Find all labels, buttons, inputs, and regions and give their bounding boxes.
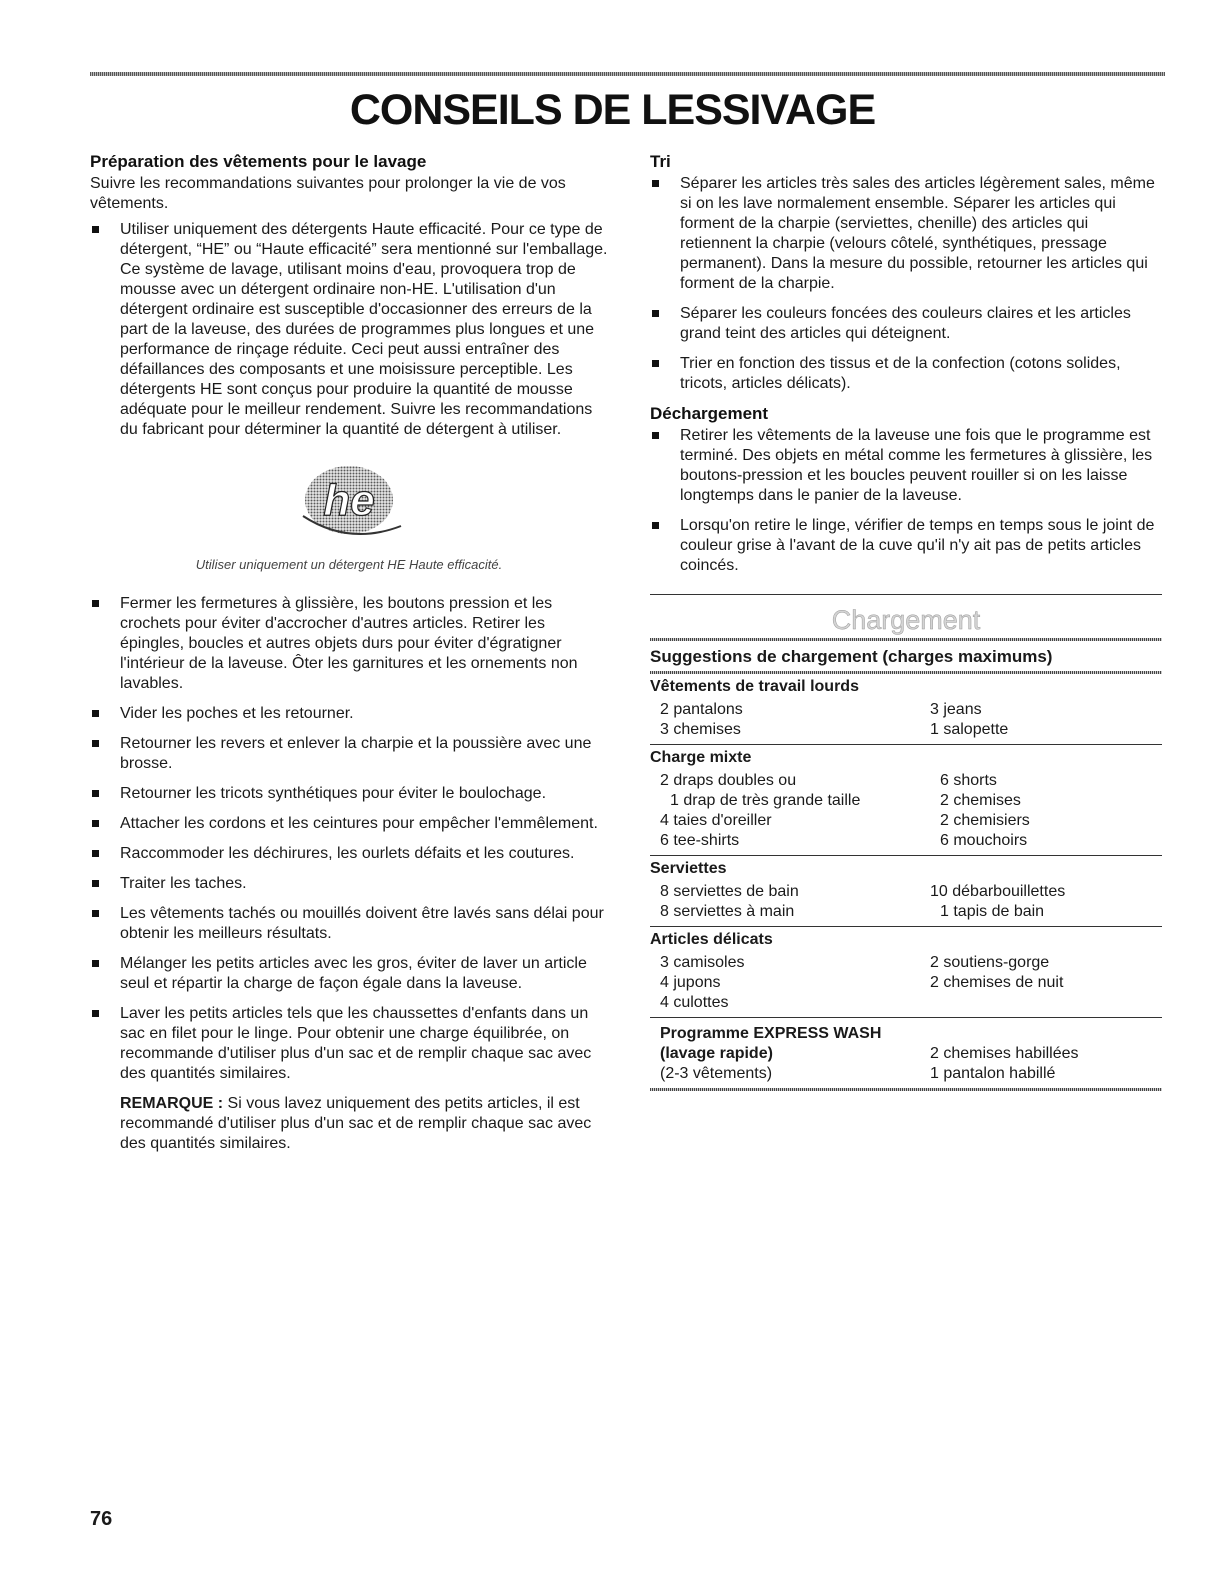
bullet-text: Trier en fonction des tissus et de la confection (cotons solides, tricots, articles délicats). xyxy=(680,355,1121,392)
bullet-text: Mélanger les petits articles avec les gros, éviter de laver un article seul et répartir la charge de façon égale dans la laveuse. xyxy=(120,955,587,992)
bullet-text: Fermer les fermetures à glissière, les boutons pression et les crochets pour éviter d'accrocher d'autres articles. Retirer les épingles, boucles et autres objets durs pour éviter d'égratigner l'intérieur de la laveuse. Ôter les garnitures et les ornements non lavables. xyxy=(120,595,578,692)
bullet-item xyxy=(90,704,608,724)
note-paragraph xyxy=(90,1094,608,1154)
bullet-item xyxy=(90,784,608,804)
bullet-square-icon xyxy=(92,1010,99,1017)
note-label: REMARQUE : xyxy=(120,1095,224,1112)
bullet-square-icon xyxy=(652,522,659,529)
bullet-item xyxy=(90,594,608,694)
bullet-text: Séparer les couleurs foncées des couleurs claires et les articles grand teint des articles qui déteignent. xyxy=(680,305,1131,342)
bullet-square-icon xyxy=(92,850,99,857)
table-row xyxy=(650,993,1162,1013)
table-row xyxy=(650,811,1162,831)
load-item-right: 2 chemises habillées xyxy=(930,1045,1079,1062)
group-divider xyxy=(650,855,1162,856)
bullet-item xyxy=(650,516,1162,576)
bullet-text: Lorsqu'on retire le linge, vérifier de temps en temps sous le joint de couleur grise à l'avant de la cuve qu'il n'y ait pas de petits articles coincés. xyxy=(680,517,1155,574)
dotted-rule xyxy=(650,638,1162,641)
bullet-text: Retourner les revers et enlever la charpie et la poussière avec une brosse. xyxy=(120,735,592,772)
bullet-square-icon xyxy=(92,710,99,717)
logo-caption: Utiliser uniquement un détergent HE Haute efficacité. xyxy=(195,557,503,572)
note-text: Si vous lavez uniquement des petits articles, il est recommandé d'utiliser plus d'un sac et de remplir chaque sac avec des quantités similaires. xyxy=(120,1095,592,1152)
table-row xyxy=(650,700,1162,720)
bullet-square-icon xyxy=(652,432,659,439)
table-row xyxy=(650,1064,1162,1084)
bullet-square-icon xyxy=(92,790,99,797)
load-item-right: 1 salopette xyxy=(930,721,1009,738)
group-divider xyxy=(650,926,1162,927)
table-row xyxy=(650,1044,1162,1064)
load-item-right xyxy=(930,993,1162,1013)
bullet-item xyxy=(90,844,608,864)
load-item-left: 4 jupons xyxy=(660,974,721,991)
bullet-text: Vider les poches et les retourner. xyxy=(120,705,354,722)
table-row xyxy=(650,791,1162,811)
group-divider xyxy=(650,1017,1162,1018)
group-divider xyxy=(650,744,1162,745)
he-bullet-list xyxy=(90,220,608,440)
bullet-item xyxy=(90,1004,608,1084)
table-row xyxy=(650,882,1162,902)
bullet-square-icon xyxy=(92,740,99,747)
bullet-square-icon xyxy=(92,910,99,917)
load-item-left: 4 taies d'oreiller xyxy=(660,812,772,829)
load-item-left: 8 serviettes de bain xyxy=(660,883,799,900)
group-heading: Serviettes xyxy=(650,860,727,877)
express-program-sublabel: (lavage rapide) xyxy=(660,1045,773,1062)
table-row xyxy=(650,973,1162,993)
bullet-square-icon xyxy=(92,820,99,827)
bullet-text: Les vêtements tachés ou mouillés doivent être lavés sans délai pour obtenir les meilleurs résultats. xyxy=(120,905,604,942)
table-row xyxy=(650,953,1162,973)
load-item-right: 2 soutiens-gorge xyxy=(930,954,1050,971)
prep-intro: Suivre les recommandations suivantes pour prolonger la vie de vos vêtements. xyxy=(90,175,566,212)
load-item-left: 2 draps doubles ou xyxy=(660,772,797,789)
group-heading: Articles délicats xyxy=(650,931,773,948)
bullet-he-text: Utiliser uniquement des détergents Haute efficacité. Pour ce type de détergent, “HE” ou “Haute efficacité” sera mentionné sur l'emballage. Ce système de lavage, utilisant moins d'eau, provoquera trop de mousse avec un détergent ordinaire non-HE. L'utilisation d'un détergent ordinaire est susceptible d'occasionner des erreurs de la part de la laveuse, des durées de programmes plus longues et une performance de rinçage réduite. Ceci peut aussi entraîner des défaillances des composants et une moisissure perceptible. Les détergents HE sont conçus pour produire la quantité de mousse adéquate pour le meilleur rendement. Suivre les recommandations du fabricant pour déterminer la quantité de détergent à utiliser. xyxy=(120,221,608,438)
load-item-right: 6 mouchoirs xyxy=(940,832,1028,849)
bullet-item xyxy=(90,734,608,774)
load-item-left: 6 tee-shirts xyxy=(660,832,740,849)
bullet-text: Laver les petits articles tels que les chaussettes d'enfants dans un sac en filet pour le linge. Pour obtenir une charge équilibrée, on recommande d'utiliser plus d'un sac et de remplir chaque sac avec des quantités similaires. xyxy=(120,1005,592,1082)
bullet-text: Retourner les tricots synthétiques pour éviter le boulochage. xyxy=(120,785,547,802)
express-program-count: (2-3 vêtements) xyxy=(660,1065,773,1082)
bullet-item xyxy=(90,814,608,834)
bullet-item xyxy=(90,874,608,894)
group-heading: Vêtements de travail lourds xyxy=(650,678,859,695)
tri-heading: Tri xyxy=(650,152,671,171)
load-item-left: 4 culottes xyxy=(660,994,729,1011)
bullet-text: Raccommoder les déchirures, les ourlets défaits et les coutures. xyxy=(120,845,575,862)
bullet-item xyxy=(650,354,1162,394)
page-title: CONSEILS DE LESSIVAGE xyxy=(349,86,876,134)
express-wash-table xyxy=(650,1024,1162,1084)
load-item-left: 8 serviettes à main xyxy=(660,903,795,920)
load-item-right: 3 jeans xyxy=(930,701,982,718)
dechargement-heading: Déchargement xyxy=(650,404,769,423)
he-logo xyxy=(90,460,608,549)
bullet-square-icon xyxy=(92,960,99,967)
bullet-square-icon xyxy=(652,360,659,367)
tri-bullet-list xyxy=(650,174,1162,394)
load-item-left: 3 chemises xyxy=(660,721,741,738)
dotted-rule xyxy=(650,671,1162,674)
top-dotted-rule xyxy=(90,72,1165,76)
bullet-square-icon xyxy=(92,226,99,233)
he-logo-text: he xyxy=(323,476,375,525)
bullet-item xyxy=(650,426,1162,506)
load-table xyxy=(650,771,1162,851)
load-table xyxy=(650,700,1162,740)
prep-heading: Préparation des vêtements pour le lavage xyxy=(90,152,427,171)
bullet-item xyxy=(90,904,608,944)
dechargement-bullet-list xyxy=(650,426,1162,576)
table-row xyxy=(650,902,1162,922)
bullet-square-icon xyxy=(652,180,659,187)
express-program-label: Programme EXPRESS WASH xyxy=(660,1025,882,1042)
prep-bullet-list xyxy=(90,594,608,1084)
load-table xyxy=(650,882,1162,922)
load-item-left: 1 drap de très grande taille xyxy=(670,792,861,809)
load-item-right: 1 pantalon habillé xyxy=(930,1065,1056,1082)
group-heading: Charge mixte xyxy=(650,749,752,766)
bullet-item xyxy=(650,304,1162,344)
table-row xyxy=(650,1024,1162,1044)
bullet-text: Traiter les taches. xyxy=(120,875,247,892)
load-item-right: 2 chemises xyxy=(940,792,1021,809)
load-item-left: 3 camisoles xyxy=(660,954,745,971)
he-logo-icon xyxy=(289,460,409,544)
bullet-text: Retirer les vêtements de la laveuse une fois que le programme est terminé. Des objets en métal comme les fermetures à glissière, les boutons-pression et les boucles peuvent rouiller si on les laisse longtemps dans le panier de la laveuse. xyxy=(680,427,1153,504)
chargement-top-rule xyxy=(650,594,1162,595)
suggestions-heading: Suggestions de chargement (charges maximums) xyxy=(650,647,1053,666)
table-row xyxy=(650,831,1162,851)
bullet-item xyxy=(90,954,608,994)
load-table xyxy=(650,953,1162,1013)
left-column xyxy=(90,152,608,1154)
load-item-right: 6 shorts xyxy=(940,772,997,789)
table-row xyxy=(650,771,1162,791)
load-item-right: 2 chemisiers xyxy=(940,812,1030,829)
bullet-he xyxy=(90,220,608,440)
load-item-left: 2 pantalons xyxy=(660,701,743,718)
dotted-rule xyxy=(650,1088,1162,1091)
bullet-item xyxy=(650,174,1162,294)
bullet-text: Séparer les articles très sales des articles légèrement sales, même si on les lave normalement ensemble. Séparer les articles qui forment de la charpie (serviettes, chenille) des articles qui retiennent la charpie (velours côtelé, synthétiques, pressage permanent). Dans la mesure du possible, retourner les articles qui forment de la charpie. xyxy=(680,175,1155,292)
table-row xyxy=(650,720,1162,740)
bullet-square-icon xyxy=(652,310,659,317)
bullet-text: Attacher les cordons et les ceintures pour empêcher l'emmêlement. xyxy=(120,815,598,832)
page-number: 76 xyxy=(90,1508,113,1530)
load-item-right: 1 tapis de bain xyxy=(940,903,1045,920)
load-item-right: 10 débarbouillettes xyxy=(930,883,1066,900)
bullet-square-icon xyxy=(92,880,99,887)
bullet-square-icon xyxy=(92,600,99,607)
right-column xyxy=(650,152,1162,1091)
load-item-right: 2 chemises de nuit xyxy=(930,974,1064,991)
chargement-title: Chargement xyxy=(831,605,981,635)
